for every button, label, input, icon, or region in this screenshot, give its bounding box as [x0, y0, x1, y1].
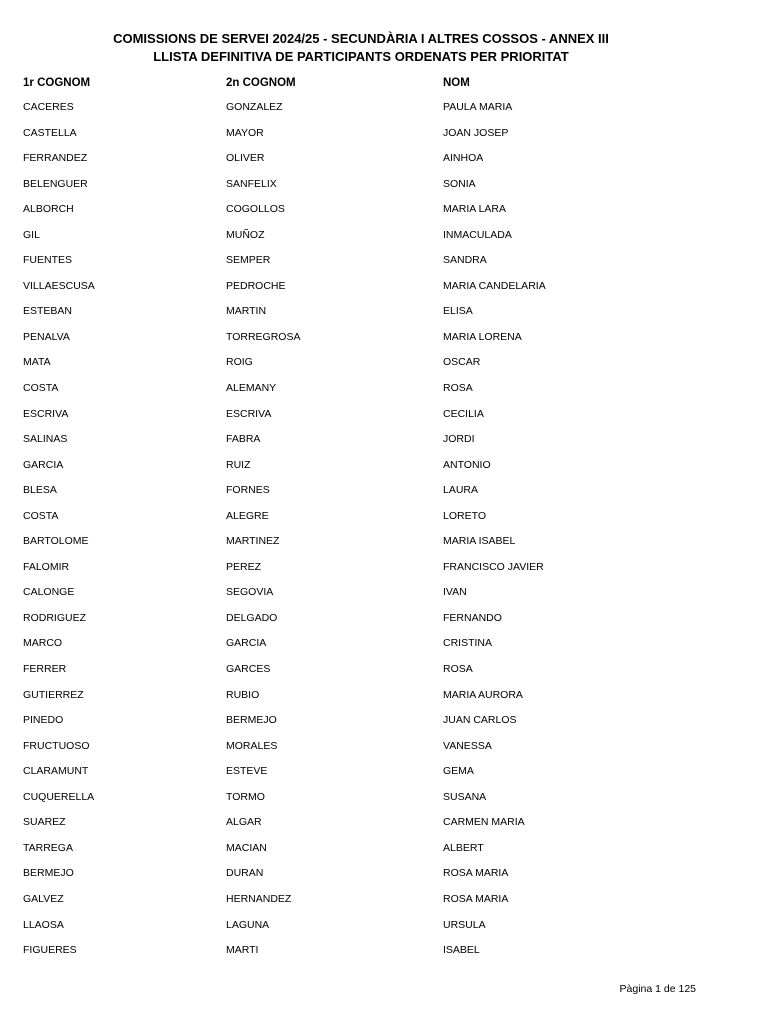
second-surname-cell: MARTINEZ: [226, 535, 280, 548]
second-surname-cell: ESCRIVA: [226, 407, 272, 420]
name-cell: IVAN: [443, 586, 467, 599]
first-surname-cell: SUAREZ: [23, 816, 66, 829]
first-surname-cell: FALOMIR: [23, 560, 70, 573]
first-surname-cell: RODRIGUEZ: [23, 611, 86, 624]
first-surname-cell: COSTA: [23, 509, 59, 522]
name-cell: ALBERT: [443, 841, 484, 854]
second-surname-cell: OLIVER: [226, 152, 265, 165]
name-cell: JORDI: [443, 433, 475, 446]
table-row: [0, 253, 768, 279]
name-cell: ROSA MARIA: [443, 892, 509, 905]
table-row: [0, 611, 768, 637]
first-surname-cell: ESTEBAN: [23, 305, 73, 318]
first-surname-cell: GALVEZ: [23, 892, 64, 905]
second-surname-cell: LAGUNA: [226, 918, 270, 931]
name-cell: GEMA: [443, 765, 474, 778]
table-row: [0, 432, 768, 458]
first-surname-cell: CACERES: [23, 101, 74, 113]
first-surname-cell: GIL: [23, 228, 40, 241]
table-row: [0, 688, 768, 714]
table-row: [0, 713, 768, 739]
first-surname-cell: CUQUERELLA: [23, 790, 95, 803]
table-row: [0, 764, 768, 790]
first-surname-cell: FERRANDEZ: [23, 152, 88, 165]
name-cell: ANTONIO: [443, 458, 491, 471]
second-surname-cell: HERNANDEZ: [226, 892, 292, 905]
first-surname-cell: GUTIERREZ: [23, 688, 84, 701]
second-surname-cell: DELGADO: [226, 611, 278, 624]
table-row: [0, 918, 768, 944]
first-surname-cell: BERMEJO: [23, 867, 74, 880]
second-surname-cell: MACIAN: [226, 841, 267, 854]
table-row: [0, 739, 768, 765]
participants-list: [0, 100, 768, 969]
table-row: [0, 636, 768, 662]
second-surname-cell: ALGAR: [226, 816, 262, 829]
first-surname-cell: BLESA: [23, 484, 57, 497]
first-surname-cell: CLARAMUNT: [23, 765, 89, 778]
second-surname-cell: ALEGRE: [226, 509, 269, 522]
name-cell: LORETO: [443, 509, 486, 522]
first-surname-cell: ESCRIVA: [23, 407, 69, 420]
name-cell: INMACULADA: [443, 228, 512, 241]
table-row: [0, 483, 768, 509]
name-cell: MARIA ISABEL: [443, 535, 516, 548]
document-title: COMISSIONS DE SERVEI 2024/25 - SECUNDÀRIA I ALTRES COSSOS - ANNEX III: [113, 31, 609, 46]
second-surname-cell: RUBIO: [226, 688, 260, 701]
second-surname-cell: MUÑOZ: [226, 228, 265, 241]
column-header-first-surname: 1r COGNOM: [23, 77, 91, 89]
name-cell: ROSA: [443, 663, 473, 676]
second-surname-cell: GARCES: [226, 663, 271, 676]
first-surname-cell: CALONGE: [23, 586, 75, 599]
name-cell: SONIA: [443, 177, 476, 190]
name-cell: PAULA MARIA: [443, 101, 513, 113]
second-surname-cell: MARTIN: [226, 305, 267, 318]
first-surname-cell: BELENGUER: [23, 177, 88, 190]
name-cell: ELISA: [443, 305, 473, 318]
page-number: Pàgina 1 de 125: [619, 983, 696, 995]
name-cell: LAURA: [443, 484, 479, 497]
name-cell: AINHOA: [443, 152, 484, 165]
name-cell: JOAN JOSEP: [443, 126, 509, 139]
second-surname-cell: ROIG: [226, 356, 253, 369]
table-row: [0, 100, 768, 126]
table-row: [0, 381, 768, 407]
table-row: [0, 509, 768, 535]
table-row: [0, 560, 768, 586]
second-surname-cell: MARTI: [226, 944, 259, 957]
second-surname-cell: COGOLLOS: [226, 203, 285, 216]
name-cell: MARIA AURORA: [443, 688, 523, 701]
second-surname-cell: MORALES: [226, 739, 278, 752]
table-row: [0, 330, 768, 356]
second-surname-cell: SANFELIX: [226, 177, 277, 190]
column-header-second-surname: 2n COGNOM: [226, 77, 296, 89]
second-surname-cell: DURAN: [226, 867, 264, 880]
first-surname-cell: FIGUERES: [23, 944, 77, 957]
first-surname-cell: MATA: [23, 356, 51, 369]
name-cell: FERNANDO: [443, 611, 502, 624]
table-row: [0, 534, 768, 560]
table-row: [0, 202, 768, 228]
name-cell: SANDRA: [443, 254, 487, 267]
name-cell: URSULA: [443, 918, 486, 931]
table-row: [0, 841, 768, 867]
name-cell: ISABEL: [443, 944, 480, 957]
first-surname-cell: GARCIA: [23, 458, 64, 471]
second-surname-cell: MAYOR: [226, 126, 264, 139]
second-surname-cell: PEREZ: [226, 560, 262, 573]
second-surname-cell: TORREGROSA: [226, 330, 301, 343]
table-row: [0, 304, 768, 330]
table-row: [0, 151, 768, 177]
name-cell: VANESSA: [443, 739, 492, 752]
second-surname-cell: ESTEVE: [226, 765, 268, 778]
table-row: [0, 790, 768, 816]
second-surname-cell: PEDROCHE: [226, 279, 286, 292]
table-row: [0, 177, 768, 203]
name-cell: JUAN CARLOS: [443, 714, 517, 727]
table-row: [0, 892, 768, 918]
second-surname-cell: SEGOVIA: [226, 586, 274, 599]
first-surname-cell: BARTOLOME: [23, 535, 89, 548]
first-surname-cell: TARREGA: [23, 841, 73, 854]
name-cell: ROSA MARIA: [443, 867, 509, 880]
first-surname-cell: ALBORCH: [23, 203, 74, 216]
name-cell: ROSA: [443, 382, 473, 395]
second-surname-cell: TORMO: [226, 790, 265, 803]
name-cell: MARIA LORENA: [443, 330, 522, 343]
table-row: [0, 662, 768, 688]
name-cell: CARMEN MARIA: [443, 816, 525, 829]
table-row: [0, 126, 768, 152]
table-row: [0, 407, 768, 433]
first-surname-cell: MARCO: [23, 637, 63, 650]
table-row: [0, 228, 768, 254]
first-surname-cell: FRUCTUOSO: [23, 739, 90, 752]
second-surname-cell: RUIZ: [226, 458, 251, 471]
first-surname-cell: VILLAESCUSA: [23, 279, 95, 292]
first-surname-cell: SALINAS: [23, 433, 68, 446]
table-row: [0, 943, 768, 969]
second-surname-cell: BERMEJO: [226, 714, 277, 727]
document-subtitle: LLISTA DEFINITIVA DE PARTICIPANTS ORDENATS PER PRIORITAT: [153, 49, 569, 64]
table-row: [0, 279, 768, 305]
name-cell: CRISTINA: [443, 637, 493, 650]
name-cell: MARIA CANDELARIA: [443, 279, 546, 292]
table-row: [0, 815, 768, 841]
first-surname-cell: PENALVA: [23, 330, 70, 343]
table-row: [0, 866, 768, 892]
second-surname-cell: GARCIA: [226, 637, 267, 650]
first-surname-cell: LLAOSA: [23, 918, 64, 931]
second-surname-cell: FABRA: [226, 433, 261, 446]
name-cell: FRANCISCO JAVIER: [443, 560, 544, 573]
first-surname-cell: FERRER: [23, 663, 67, 676]
name-cell: CECILIA: [443, 407, 484, 420]
name-cell: OSCAR: [443, 356, 481, 369]
table-row: [0, 585, 768, 611]
second-surname-cell: ALEMANY: [226, 382, 277, 395]
second-surname-cell: GONZALEZ: [226, 101, 283, 113]
first-surname-cell: PINEDO: [23, 714, 64, 727]
table-row: [0, 355, 768, 381]
column-header-name: NOM: [443, 77, 470, 89]
table-row: [0, 458, 768, 484]
first-surname-cell: FUENTES: [23, 254, 73, 267]
name-cell: MARIA LARA: [443, 203, 507, 216]
first-surname-cell: CASTELLA: [23, 126, 77, 139]
first-surname-cell: COSTA: [23, 382, 59, 395]
second-surname-cell: FORNES: [226, 484, 270, 497]
name-cell: SUSANA: [443, 790, 487, 803]
second-surname-cell: SEMPER: [226, 254, 271, 267]
